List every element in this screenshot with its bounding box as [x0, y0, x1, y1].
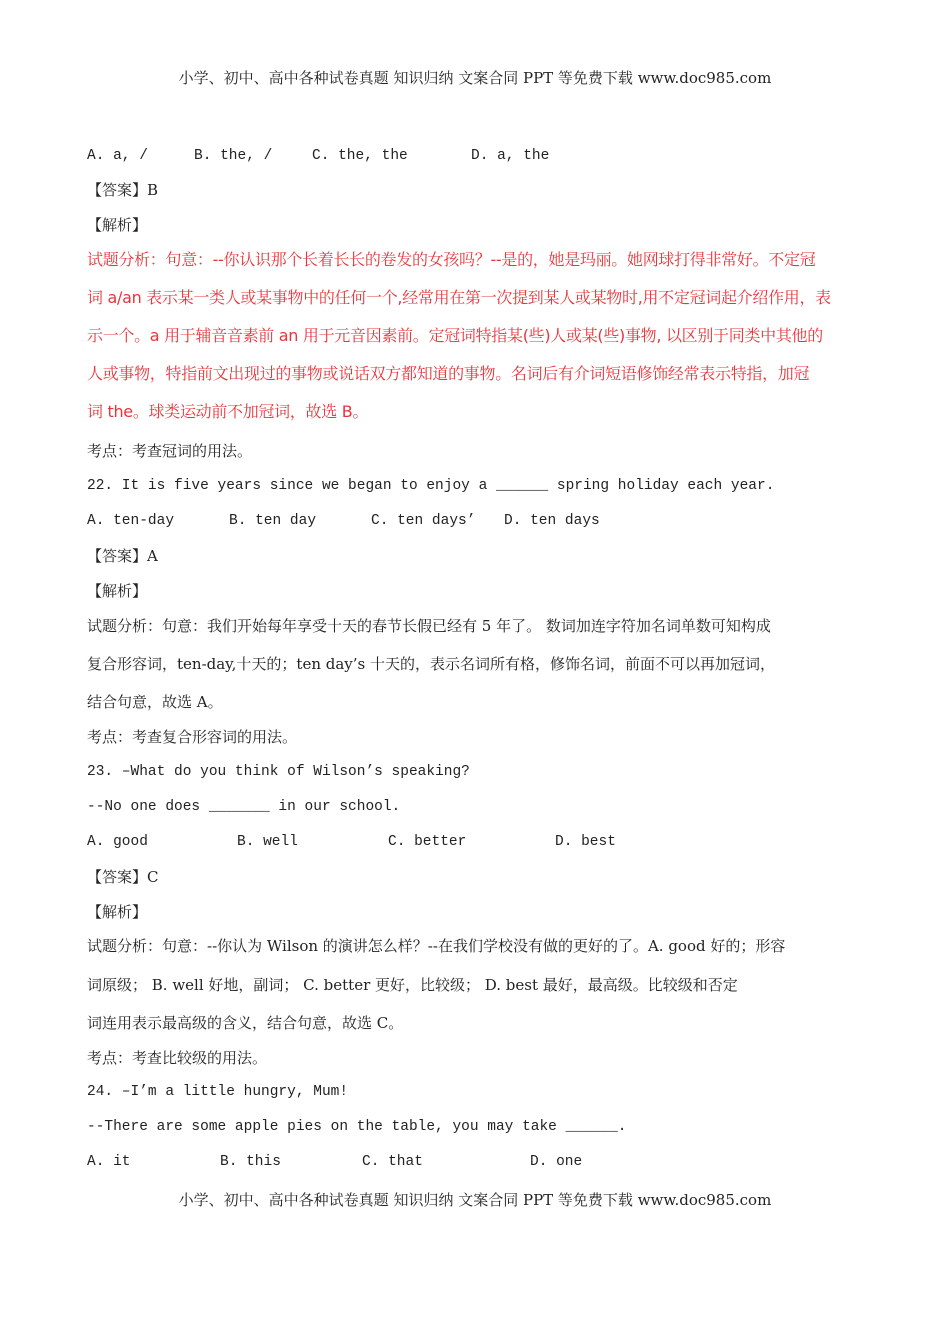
answer: 【答案】C — [87, 868, 159, 886]
key-point: 考点：考查复合形容词的用法。 — [87, 728, 298, 746]
analysis-label: 【解析】 — [87, 582, 148, 600]
question-text: 24. –I’m a little hungry, Mum! — [87, 1084, 349, 1100]
analysis-line: 词原级； B. well 好地，副词； C. better 更好，比较级； D. best 最好，最高级。比较级和否定 — [87, 976, 738, 994]
question-text: 23. –What do you think of Wilson’s speaking? — [87, 764, 470, 780]
option-b: B. the, / — [194, 148, 273, 164]
option-c: C. the, the — [312, 148, 408, 164]
key-point: 考点：考查比较级的用法。 — [87, 1049, 268, 1067]
analysis-line: 试题分析：句意：--你认为 Wilson 的演讲怎么样？--在我们学校没有做的更好的了。A. good 好的；形容 — [87, 937, 786, 955]
option-d: D. ten days — [504, 513, 600, 529]
analysis-line: 结合句意，故选 A。 — [87, 693, 223, 711]
analysis-label: 【解析】 — [87, 903, 148, 921]
option-b: B. ten day — [229, 513, 317, 529]
key-point: 考点：考查冠词的用法。 — [87, 442, 253, 460]
option-a: A. ten-day — [87, 513, 175, 529]
question-text: 22. It is five years since we began to enjoy a ______ spring holiday each year. — [87, 478, 775, 494]
option-a: A. good — [87, 834, 148, 850]
reply-text: --There are some apple pies on the table, you may take ______. — [87, 1119, 627, 1135]
option-c: C. that — [362, 1154, 423, 1170]
answer: 【答案】B — [87, 181, 159, 199]
page-header: 小学、初中、高中各种试卷真题 知识归纳 文案合同 PPT 等免费下载 www.doc985.com — [178, 69, 772, 87]
option-b: B. well — [237, 834, 298, 850]
analysis-line: 词连用表示最高级的含义，结合句意，故选 C。 — [87, 1014, 404, 1032]
page-footer: 小学、初中、高中各种试卷真题 知识归纳 文案合同 PPT 等免费下载 www.doc985.com — [178, 1191, 772, 1209]
analysis-line: 词 a/an 表示某一类人或某事物中的任何一个,经常用在第一次提到某人或某物时,用不定冠词起介绍作用，表 — [87, 288, 831, 307]
option-a: A. a, / — [87, 148, 148, 164]
analysis-line: 示一个。a 用于辅音音素前 an 用于元音因素前。定冠词特指某(些)人或某(些)事物, 以区别于同类中其他的 — [87, 326, 823, 345]
option-d: D. a, the — [471, 148, 550, 164]
reply-text: --No one does _______ in our school. — [87, 799, 401, 815]
analysis-line: 试题分析：句意：--你认识那个长着长长的卷发的女孩吗？--是的，她是玛丽。她网球打得非常好。不定冠 — [87, 250, 816, 269]
analysis-label: 【解析】 — [87, 216, 148, 234]
option-d: D. one — [530, 1154, 583, 1170]
analysis-line: 试题分析：句意：我们开始每年享受十天的春节长假已经有 5 年了。 数词加连字符加名词单数可知构成 — [87, 617, 771, 635]
analysis-line: 人或事物，特指前文出现过的事物或说话双方都知道的事物。名词后有介词短语修饰经常表示特指，加冠 — [87, 364, 810, 383]
analysis-line: 词 the。球类运动前不加冠词，故选 B。 — [87, 402, 369, 421]
option-c: C. better — [388, 834, 467, 850]
option-c: C. ten days’ — [371, 513, 476, 529]
option-d: D. best — [555, 834, 616, 850]
option-b: B. this — [220, 1154, 281, 1170]
answer: 【答案】A — [87, 547, 158, 565]
analysis-line: 复合形容词，ten-day,十天的；ten day’s 十天的，表示名词所有格，修饰名词，前面不可以再加冠词， — [87, 655, 776, 673]
option-a: A. it — [87, 1154, 131, 1170]
